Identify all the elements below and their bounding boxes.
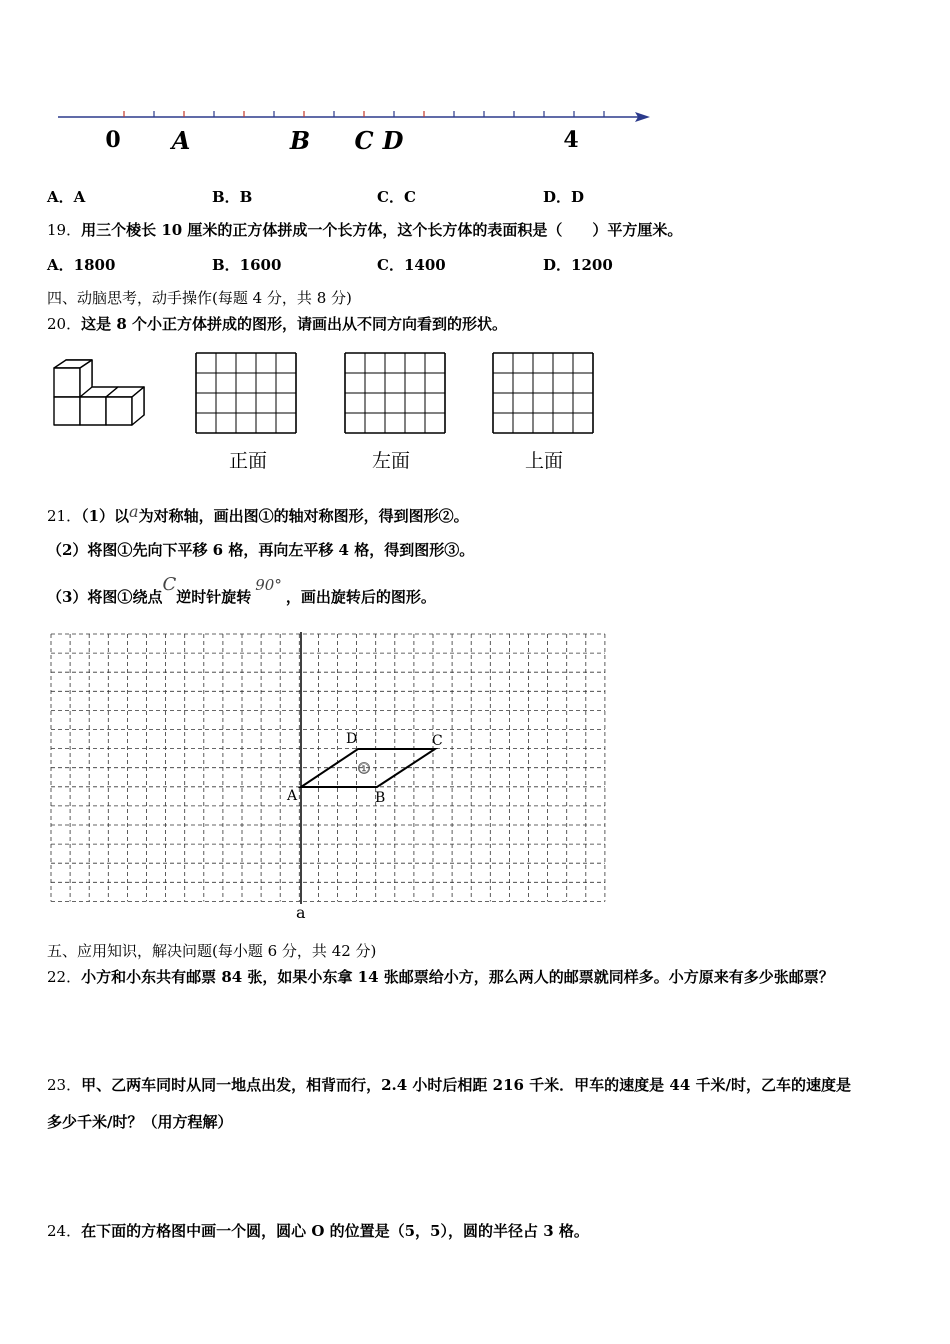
q18-option-a: A．A [47, 188, 86, 206]
left-view-label: 左面 [372, 450, 411, 472]
q22-text: 小方和小东共有邮票 84 张，如果小东拿 14 张邮票给小方，那么两人的邮票就同样多。小方原来有多少张邮票？ [81, 968, 834, 986]
top-view-grid[interactable] [492, 352, 596, 436]
number-line-label-c: C [354, 126, 374, 155]
grid-label-shape: ① [358, 762, 370, 777]
section5-title: 五、应用知识，解决问题(每小题 6 分，共 42 分) [47, 942, 377, 960]
front-view-grid[interactable] [195, 352, 299, 436]
top-view-label: 上面 [525, 450, 564, 472]
number-line [50, 100, 670, 160]
q21-part1-post: 为对称轴，画出图①的轴对称图形，得到图形②。 [138, 507, 469, 525]
front-view-label: 正面 [229, 450, 268, 472]
q18-option-b: B．B [212, 188, 253, 206]
q21-number: 21． [47, 507, 82, 525]
q21-angle: 90° [255, 576, 282, 594]
q20-question [47, 314, 507, 334]
q19-text: 用三个棱长 10 厘米的正方体拼成一个长方体，这个长方体的表面积是（ ）平方厘米。 [81, 221, 683, 239]
q20-number: 20． [47, 315, 82, 333]
q24-question [47, 1221, 589, 1241]
left-view-grid[interactable] [344, 352, 448, 436]
grid-label-d: D [346, 731, 358, 747]
number-line-label-b: B [289, 126, 311, 155]
q18-option-c: C．C [377, 188, 416, 206]
q21-part1 [47, 502, 469, 526]
number-line-label-d: D [382, 126, 404, 155]
q22-number: 22． [47, 968, 82, 986]
q23-number: 23． [47, 1076, 82, 1094]
number-line-label-4: 4 [563, 127, 579, 153]
grid-label-a: A [287, 788, 298, 804]
q24-text: 在下面的方格图中画一个圆，圆心 O 的位置是（5，5），圆的半径占 3 格。 [81, 1222, 589, 1240]
q24-number: 24． [47, 1222, 82, 1240]
q21-part2: （2）将图①先向下平移 6 格，再向左平移 4 格，得到图形③。 [47, 541, 475, 559]
q19-option-d: D．1200 [543, 256, 613, 274]
grid-label-c: C [432, 733, 443, 749]
q23-text-line1: 甲、乙两车同时从同一地点出发，相背而行，2.4 小时后相距 216 千米．甲车的速度是 44 千米/时，乙车的速度是 [81, 1076, 851, 1094]
q21-part1-pre: （1）以 [81, 507, 130, 525]
section4-title: 四、动脑思考，动手操作(每题 4 分，共 8 分) [47, 289, 352, 307]
q21-part3-pre: （3）将图①绕点 [47, 588, 163, 606]
q22-question [47, 967, 834, 987]
q19-option-c: C．1400 [377, 256, 446, 274]
grid-label-b: B [375, 790, 386, 806]
q19-option-a: A．1800 [47, 256, 116, 274]
grid-label-axis: a [296, 903, 306, 922]
q19-option-b: B．1600 [212, 256, 282, 274]
q21-axis-symbol: a [129, 502, 139, 521]
q21-part3-mid: 逆时针旋转 [176, 588, 252, 606]
q23-line1 [47, 1075, 851, 1095]
q23-line2: 多少千米/时？（用方程解） [47, 1113, 233, 1131]
q21-part3-post: ，画出旋转后的图形。 [285, 588, 436, 606]
number-line-label-0: 0 [105, 127, 121, 153]
q21-grid[interactable] [44, 628, 614, 928]
q21-point-symbol: C [162, 574, 177, 595]
q19-number: 19． [47, 221, 82, 239]
q21-part3 [47, 574, 436, 607]
q19-question [47, 220, 682, 240]
cube-figure [50, 355, 160, 435]
q20-text: 这是 8 个小正方体拼成的图形，请画出从不同方向看到的形状。 [81, 315, 507, 333]
number-line-label-a: A [171, 126, 191, 155]
q18-option-d: D．D [543, 188, 585, 206]
